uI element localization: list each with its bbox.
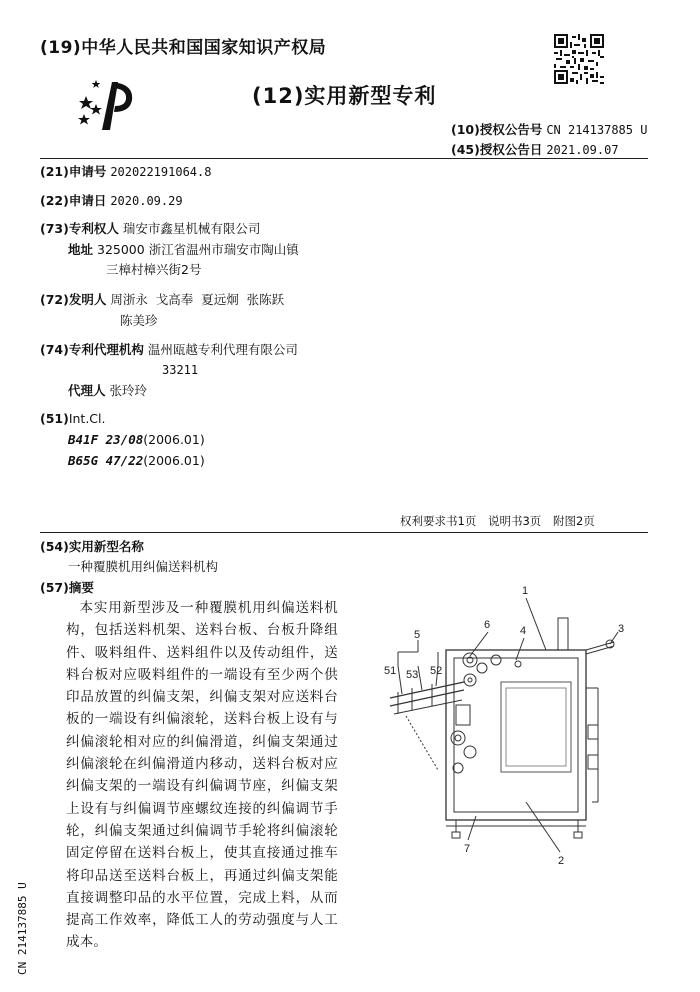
abstract-heading: (57)摘要 xyxy=(40,580,94,595)
application-date: (22)申请日 2020.09.29 xyxy=(40,193,183,208)
drawing-label: 4 xyxy=(520,625,527,637)
document-type: (12)实用新型专利 xyxy=(252,84,437,108)
utility-model-title: 一种覆膜机用纠偏送料机构 xyxy=(68,559,219,574)
application-number: (21)申请号 202022191064.8 xyxy=(40,164,212,179)
drawing-label: 53 xyxy=(406,669,419,681)
int-cl-label: Int.Cl. xyxy=(68,411,106,426)
grant-pub-date-label: (45)授权公告日 xyxy=(451,142,543,157)
patentee-value: 瑞安市鑫星机械有限公司 xyxy=(122,221,261,236)
address: 地址 325000 浙江省温州市瑞安市陶山镇 xyxy=(68,242,299,257)
drawing-label: 2 xyxy=(558,855,565,867)
grant-pub-date-value: 2021.09.07 xyxy=(546,143,619,157)
page-count-info: 权利要求书1页 说明书3页 附图2页 xyxy=(400,514,595,528)
grant-publication-number xyxy=(451,120,647,138)
representative-drawing xyxy=(346,570,646,890)
drawing-label: 52 xyxy=(430,665,443,677)
agent: 代理人 张玲玲 xyxy=(68,383,148,398)
drawing-label: 1 xyxy=(522,585,529,597)
abstract-text: 本实用新型涉及一种覆膜机用纠偏送料机构，包括送料机架、送料台板、台板升降组件、吸料组件、送料组件以及传动组件，送料台板对应吸料组件的一端设有至少两个供印品放置的纠偏支架，纠偏支架对应送料台板的一端设有纠偏滚轮，送料台板上设有与纠偏滚轮相对应的纠偏滑道，纠偏支架通过纠偏滚轮在纠偏滑道内移动，送料台板对应纠偏支架的一端设有纠偏调节座，纠偏支架上设有与纠偏调节座螺纹连接的纠偏调节手轮，纠偏支架通过纠偏调节手轮将纠偏滚轮固定停留在送料台板上，使其直接通过推车将印品送至送料台板上，再通过纠偏支架能直接调整印品的水平位置，完成上料，从而提高工作效率，降低工人的劳动强度与人工成本。 xyxy=(66,600,338,951)
drawing-label: 3 xyxy=(618,623,625,635)
drive-rollers xyxy=(451,653,521,773)
utility-model-title-heading: (54)实用新型名称 xyxy=(40,539,144,554)
grant-pub-no-label: (10)授权公告号 xyxy=(451,122,543,137)
inventors-line-1: 周浙永 戈高奉 夏远炯 张陈跃 xyxy=(110,292,285,307)
ipc-class: B41F 23/08(2006.01) xyxy=(68,432,205,447)
address-line-2: 三樟村樟兴街2号 xyxy=(106,262,202,277)
address-line-1: 325000 浙江省温州市瑞安市陶山镇 xyxy=(97,242,299,257)
side-publication-id: CN 214137885 U xyxy=(16,882,29,975)
application-date-value: 2020.09.29 xyxy=(110,194,183,208)
cnipa-logo-icon xyxy=(72,76,138,132)
pages-divider xyxy=(40,532,648,533)
patentee: (73)专利权人 瑞安市鑫星机械有限公司 xyxy=(40,221,261,236)
patent-agency: (74)专利代理机构 温州瓯越专利代理有限公司 xyxy=(40,342,298,357)
header-divider xyxy=(40,158,648,159)
application-number-value: 202022191064.8 xyxy=(110,165,212,179)
grant-pub-no-value: CN 214137885 U xyxy=(546,123,648,137)
qr-code-icon xyxy=(554,34,604,84)
drawing-label: 6 xyxy=(484,619,491,631)
grant-publication-date xyxy=(451,140,619,158)
ipc-class: B65G 47/22(2006.01) xyxy=(68,453,205,468)
feed-conveyor xyxy=(390,680,464,770)
inventors-line-2: 陈美珍 xyxy=(120,313,158,328)
patent-agency-value: 温州瓯越专利代理有限公司 xyxy=(147,342,298,357)
drawing-label: 51 xyxy=(384,665,397,677)
int-cl: (51)Int.Cl. xyxy=(40,411,106,426)
inventors: (72)发明人 周浙永 戈高奉 夏远炯 张陈跃 xyxy=(40,292,285,307)
patent-agency-code: 33211 xyxy=(162,363,199,377)
drawing-label: 7 xyxy=(464,843,471,855)
drawing-label: 5 xyxy=(414,629,421,641)
agent-value: 张玲玲 xyxy=(109,383,148,398)
issuing-office: (19)中华人民共和国国家知识产权局 xyxy=(40,38,327,58)
